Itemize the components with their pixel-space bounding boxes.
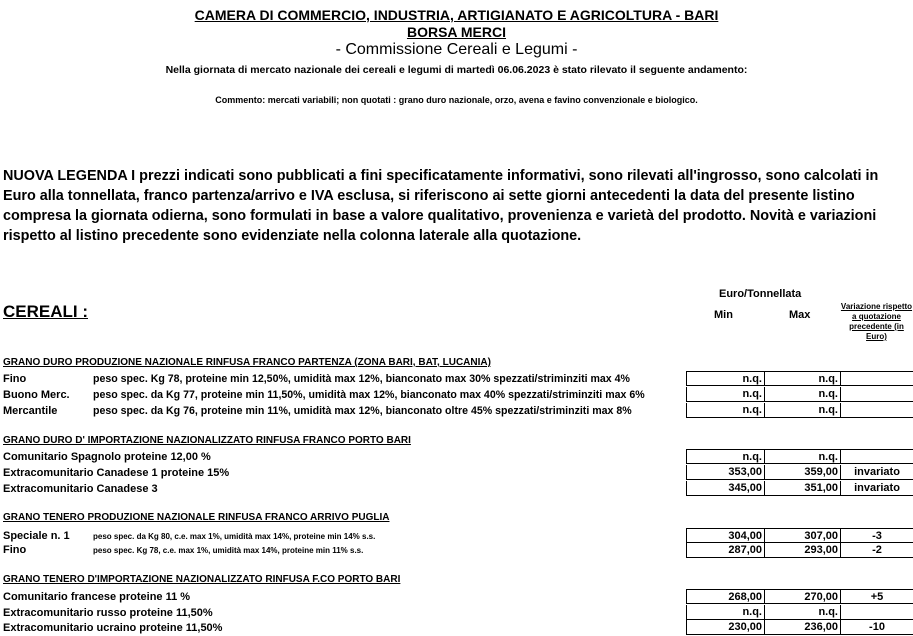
row-description: peso spec. da Kg 80, c.e. max 1%, umidità max 14%, proteine min 14% s.s. xyxy=(93,532,376,541)
row-name: Speciale n. 1 xyxy=(3,530,70,542)
variation-cell: invariato xyxy=(840,465,913,480)
commission-title: - Commissione Cereali e Legumi - xyxy=(335,41,578,58)
row-name: Mercantile xyxy=(3,405,58,417)
variation-cell: -2 xyxy=(840,543,913,558)
price-min-cell: n.q. xyxy=(686,605,764,620)
row-name: Fino xyxy=(3,373,27,385)
unit-header: Euro/Tonnellata xyxy=(719,288,802,300)
row-description: peso spec. Kg 78, c.e. max 1%, umidità max 14%, proteine min 11% s.s. xyxy=(93,546,364,555)
variation-cell: -10 xyxy=(840,620,913,635)
price-max-cell: n.q. xyxy=(764,371,840,386)
row-name: Buono Merc. xyxy=(3,389,70,401)
chamber-title: CAMERA DI COMMERCIO, INDUSTRIA, ARTIGIANATO E AGRICOLTURA - BARI xyxy=(194,7,719,23)
price-max-cell: n.q. xyxy=(764,449,840,464)
variation-cell xyxy=(840,403,913,418)
section-title-durum-national: GRANO DURO PRODUZIONE NAZIONALE RINFUSA FRANCO PARTENZA (ZONA BARI, BAT, LUCANIA) xyxy=(3,357,491,368)
row-name: Extracomunitario ucraino proteine 11,50% xyxy=(3,622,223,634)
row-name: Extracomunitario russo proteine 11,50% xyxy=(3,607,213,619)
price-min-cell: 304,00 xyxy=(686,528,764,543)
price-min-cell: n.q. xyxy=(686,449,764,464)
borsa-merci-title: BORSA MERCI xyxy=(406,24,507,40)
price-min-cell: 353,00 xyxy=(686,465,764,480)
price-min-cell: n.q. xyxy=(686,371,764,386)
price-min-cell: n.q. xyxy=(686,403,764,418)
row-name: Comunitario Spagnolo proteine 12,00 % xyxy=(3,451,211,463)
variation-cell xyxy=(840,371,913,386)
price-min-cell: 268,00 xyxy=(686,589,764,604)
price-min-cell: 345,00 xyxy=(686,481,764,496)
row-description: peso spec. da Kg 77, proteine min 11,50%, umidità max 12%, bianconato max 40% spezzati/striminziti max 6% xyxy=(93,389,645,401)
row-name: Extracomunitario Canadese 3 xyxy=(3,483,158,495)
variation-cell xyxy=(840,387,913,402)
price-max-cell: 351,00 xyxy=(764,481,840,496)
market-date-line: Nella giornata di mercato nazionale dei cereali e legumi di martedì 06.06.2023 è stato rilevato il seguente andamento: xyxy=(165,64,748,76)
price-max-cell: 270,00 xyxy=(764,589,840,604)
row-name: Extracomunitario Canadese 1 proteine 15% xyxy=(3,467,230,479)
variation-cell: -3 xyxy=(840,528,913,543)
price-max-cell: 293,00 xyxy=(764,543,840,558)
variation-cell xyxy=(840,449,913,464)
row-description: peso spec. da Kg 76, proteine min 11%, umidità max 12%, bianconato oltre 45% spezzati/striminziti max 8% xyxy=(93,405,632,417)
min-column-header: Min xyxy=(714,309,733,321)
variation-column-header: Variazione rispetto a quotazione precedente (in Euro) xyxy=(840,302,913,341)
section-title-durum-import: GRANO DURO D' IMPORTAZIONE NAZIONALIZZATO RINFUSA FRANCO PORTO BARI xyxy=(3,435,411,446)
section-heading-cereali: CEREALI : xyxy=(3,302,88,321)
price-max-cell: n.q. xyxy=(764,605,840,620)
row-name: Fino xyxy=(3,544,27,556)
price-max-cell: n.q. xyxy=(764,403,840,418)
variation-cell: +5 xyxy=(840,589,913,604)
price-min-cell: n.q. xyxy=(686,387,764,402)
section-title-soft-wheat-import: GRANO TENERO D'IMPORTAZIONE NAZIONALIZZATO RINFUSA F.CO PORTO BARI xyxy=(3,574,401,585)
price-max-cell: 359,00 xyxy=(764,465,840,480)
price-max-cell: 236,00 xyxy=(764,620,840,635)
price-min-cell: 230,00 xyxy=(686,620,764,635)
legend-paragraph: NUOVA LEGENDA I prezzi indicati sono pubblicati a fini specificatamente informativi, sono rilevati all'ingrosso, sono calcolati in Euro alla tonnellata, franco partenza/arrivo e IVA esclusa, si riferiscono ai sette giorni antecedenti la data del presente listino compresa la giornata odierna, sono formulati in base a valore qualitativo, provenienza e varietà del prodotto. Novità e variazioni rispetto al listino precedente sono evidenziate nella colonna laterale alla quotazione. xyxy=(3,168,879,244)
max-column-header: Max xyxy=(789,309,811,321)
price-min-cell: 287,00 xyxy=(686,543,764,558)
variation-cell xyxy=(840,605,913,620)
row-name: Comunitario francese proteine 11 % xyxy=(3,591,191,603)
variation-cell: invariato xyxy=(840,481,913,496)
row-description: peso spec. Kg 78, proteine min 12,50%, umidità max 12%, bianconato max 30% spezzati/striminziti max 4% xyxy=(93,373,630,385)
section-title-soft-wheat-national: GRANO TENERO PRODUZIONE NAZIONALE RINFUSA FRANCO ARRIVO PUGLIA xyxy=(3,512,390,523)
price-max-cell: 307,00 xyxy=(764,528,840,543)
market-comment: Commento: mercati variabili; non quotati : grano duro nazionale, orzo, avena e favino convenzionale e biologico. xyxy=(215,95,698,105)
price-max-cell: n.q. xyxy=(764,387,840,402)
